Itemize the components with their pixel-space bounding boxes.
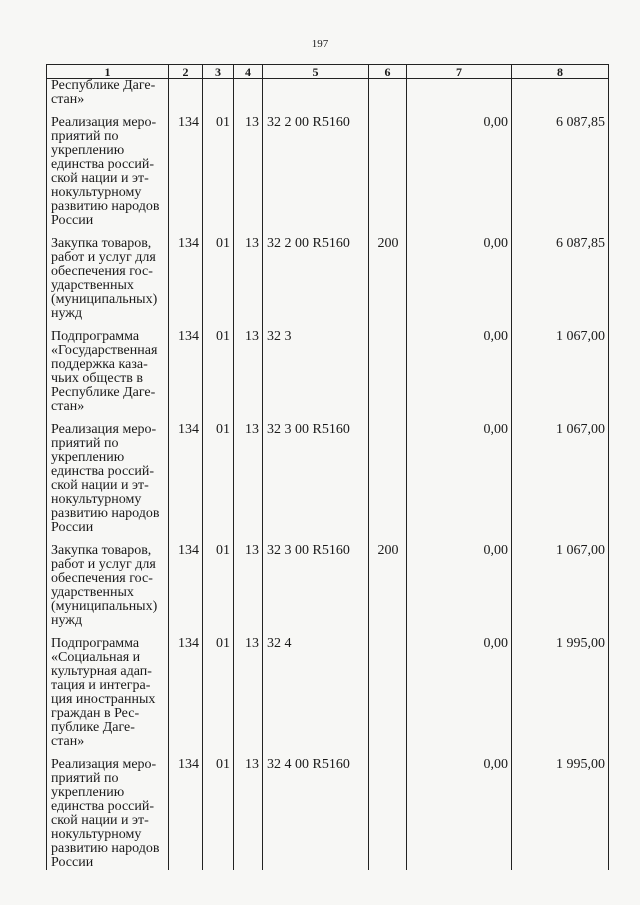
column-header: 2 bbox=[169, 65, 203, 79]
row-name-line: развитию народов bbox=[51, 506, 160, 521]
budget-table bbox=[46, 64, 609, 870]
row-name-line: нокультурному bbox=[51, 827, 142, 842]
row-name-line: развитию народов bbox=[51, 841, 160, 856]
subsection-code-cell: 13 bbox=[234, 107, 263, 228]
section-code-cell: 01 bbox=[203, 535, 234, 628]
row-name-line: Реализация меро- bbox=[51, 115, 157, 130]
table-row bbox=[47, 749, 609, 870]
target-article-cell: 32 3 00 R5160 bbox=[263, 535, 369, 628]
row-name-line: ция иностранных bbox=[51, 692, 156, 707]
row-name-cell bbox=[47, 535, 169, 628]
section-code-cell: 01 bbox=[203, 228, 234, 321]
ministry-code-cell: 134 bbox=[169, 228, 203, 321]
column-header: 4 bbox=[234, 65, 263, 79]
table-row bbox=[47, 321, 609, 414]
subsection-code-cell: 13 bbox=[234, 749, 263, 870]
row-name-line: культурная адап- bbox=[51, 664, 152, 679]
subsection-code-cell: 13 bbox=[234, 414, 263, 535]
subsection-code-cell: 13 bbox=[234, 628, 263, 749]
expense-type-cell: 200 bbox=[369, 535, 407, 628]
row-name-cell bbox=[47, 79, 169, 108]
ministry-code-cell: 134 bbox=[169, 749, 203, 870]
expense-type-cell bbox=[369, 79, 407, 108]
row-name-line: (муниципальных) bbox=[51, 292, 158, 307]
row-name-line: (муниципальных) bbox=[51, 599, 158, 614]
row-name-line: нокультурному bbox=[51, 492, 142, 507]
target-article-cell: 32 2 00 R5160 bbox=[263, 107, 369, 228]
row-name-line: Реализация меро- bbox=[51, 422, 157, 437]
ministry-code-cell: 134 bbox=[169, 321, 203, 414]
target-article-cell: 32 4 00 R5160 bbox=[263, 749, 369, 870]
row-name-line: ударственных bbox=[51, 585, 134, 600]
section-code-cell: 01 bbox=[203, 321, 234, 414]
amount-cell bbox=[512, 79, 609, 108]
row-name-cell bbox=[47, 321, 169, 414]
row-name-line: Республике Даге- bbox=[51, 385, 156, 400]
row-name-cell bbox=[47, 107, 169, 228]
row-name-line: ударственных bbox=[51, 278, 134, 293]
column-header: 7 bbox=[407, 65, 512, 79]
column-header: 3 bbox=[203, 65, 234, 79]
ministry-code-cell: 134 bbox=[169, 107, 203, 228]
table-row bbox=[47, 107, 609, 228]
row-name-line: нокультурному bbox=[51, 185, 142, 200]
row-name-line: укреплению bbox=[51, 450, 125, 465]
row-name-line: «Социальная и bbox=[51, 650, 141, 665]
row-name-line: единства россий- bbox=[51, 799, 155, 814]
column-header: 1 bbox=[47, 65, 169, 79]
row-name-line: России bbox=[51, 520, 94, 535]
row-name-line: Подпрограмма bbox=[51, 329, 140, 344]
amount-cell: 0,00 bbox=[407, 321, 512, 414]
section-code-cell: 01 bbox=[203, 414, 234, 535]
row-name-cell bbox=[47, 749, 169, 870]
row-name-line: Закупка товаров, bbox=[51, 236, 152, 251]
ministry-code-cell: 134 bbox=[169, 414, 203, 535]
row-name-line: тация и интегра- bbox=[51, 678, 151, 693]
row-name-line: ской нации и эт- bbox=[51, 171, 149, 186]
table-row bbox=[47, 79, 609, 108]
row-name-cell bbox=[47, 628, 169, 749]
row-name-line: приятий по bbox=[51, 436, 119, 451]
row-name-line: укреплению bbox=[51, 143, 125, 158]
expense-type-cell bbox=[369, 414, 407, 535]
section-code-cell bbox=[203, 79, 234, 108]
amount-cell: 0,00 bbox=[407, 749, 512, 870]
target-article-cell bbox=[263, 79, 369, 108]
row-name-line: граждан в Рес- bbox=[51, 706, 140, 721]
row-name-line: Республике Даге- bbox=[51, 78, 156, 93]
amount-cell: 0,00 bbox=[407, 628, 512, 749]
row-name-line: ской нации и эт- bbox=[51, 813, 149, 828]
amount-cell: 6 087,85 bbox=[512, 228, 609, 321]
amount-cell: 0,00 bbox=[407, 414, 512, 535]
table-body bbox=[47, 79, 609, 871]
row-name-line: стан» bbox=[51, 92, 85, 107]
row-name-line: поддержка каза- bbox=[51, 357, 148, 372]
row-name-line: единства россий- bbox=[51, 464, 155, 479]
target-article-cell: 32 2 00 R5160 bbox=[263, 228, 369, 321]
ministry-code-cell: 134 bbox=[169, 628, 203, 749]
row-name-line: России bbox=[51, 855, 94, 870]
row-name-line: Подпрограмма bbox=[51, 636, 140, 651]
subsection-code-cell: 13 bbox=[234, 535, 263, 628]
row-name-line: Реализация меро- bbox=[51, 757, 157, 772]
target-article-cell: 32 3 bbox=[263, 321, 369, 414]
expense-type-cell bbox=[369, 628, 407, 749]
expense-type-cell bbox=[369, 749, 407, 870]
expense-type-cell: 200 bbox=[369, 228, 407, 321]
row-name-line: России bbox=[51, 213, 94, 228]
amount-cell: 1 995,00 bbox=[512, 628, 609, 749]
row-name-line: «Государственная bbox=[51, 343, 158, 358]
table-row bbox=[47, 535, 609, 628]
header-row bbox=[47, 65, 609, 79]
table-row bbox=[47, 414, 609, 535]
amount-cell: 6 087,85 bbox=[512, 107, 609, 228]
expense-type-cell bbox=[369, 321, 407, 414]
subsection-code-cell bbox=[234, 79, 263, 108]
row-name-cell bbox=[47, 228, 169, 321]
section-code-cell: 01 bbox=[203, 628, 234, 749]
page-number: 197 bbox=[311, 38, 329, 50]
row-name-line: нужд bbox=[51, 306, 83, 321]
ministry-code-cell: 134 bbox=[169, 535, 203, 628]
table-row bbox=[47, 628, 609, 749]
target-article-cell: 32 3 00 R5160 bbox=[263, 414, 369, 535]
expense-type-cell bbox=[369, 107, 407, 228]
amount-cell bbox=[407, 79, 512, 108]
row-name-line: приятий по bbox=[51, 771, 119, 786]
column-header: 6 bbox=[369, 65, 407, 79]
column-header: 5 bbox=[263, 65, 369, 79]
row-name-line: развитию народов bbox=[51, 199, 160, 214]
subsection-code-cell: 13 bbox=[234, 228, 263, 321]
row-name-line: стан» bbox=[51, 734, 85, 749]
row-name-line: работ и услуг для bbox=[51, 557, 156, 572]
row-name-line: Закупка товаров, bbox=[51, 543, 152, 558]
row-name-line: укреплению bbox=[51, 785, 125, 800]
row-name-line: приятий по bbox=[51, 129, 119, 144]
table-row bbox=[47, 228, 609, 321]
amount-cell: 1 067,00 bbox=[512, 414, 609, 535]
row-name-line: обеспечения гос- bbox=[51, 264, 153, 279]
subsection-code-cell: 13 bbox=[234, 321, 263, 414]
amount-cell: 0,00 bbox=[407, 535, 512, 628]
column-header: 8 bbox=[512, 65, 609, 79]
ministry-code-cell bbox=[169, 79, 203, 108]
amount-cell: 0,00 bbox=[407, 228, 512, 321]
target-article-cell: 32 4 bbox=[263, 628, 369, 749]
row-name-line: чьих обществ в bbox=[51, 371, 143, 386]
row-name-cell bbox=[47, 414, 169, 535]
amount-cell: 0,00 bbox=[407, 107, 512, 228]
row-name-line: стан» bbox=[51, 399, 85, 414]
row-name-line: публике Даге- bbox=[51, 720, 135, 735]
row-name-line: ской нации и эт- bbox=[51, 478, 149, 493]
row-name-line: нужд bbox=[51, 613, 83, 628]
amount-cell: 1 067,00 bbox=[512, 535, 609, 628]
row-name-line: единства россий- bbox=[51, 157, 155, 172]
row-name-line: обеспечения гос- bbox=[51, 571, 153, 586]
row-name-line: работ и услуг для bbox=[51, 250, 156, 265]
amount-cell: 1 067,00 bbox=[512, 321, 609, 414]
section-code-cell: 01 bbox=[203, 107, 234, 228]
amount-cell: 1 995,00 bbox=[512, 749, 609, 870]
section-code-cell: 01 bbox=[203, 749, 234, 870]
